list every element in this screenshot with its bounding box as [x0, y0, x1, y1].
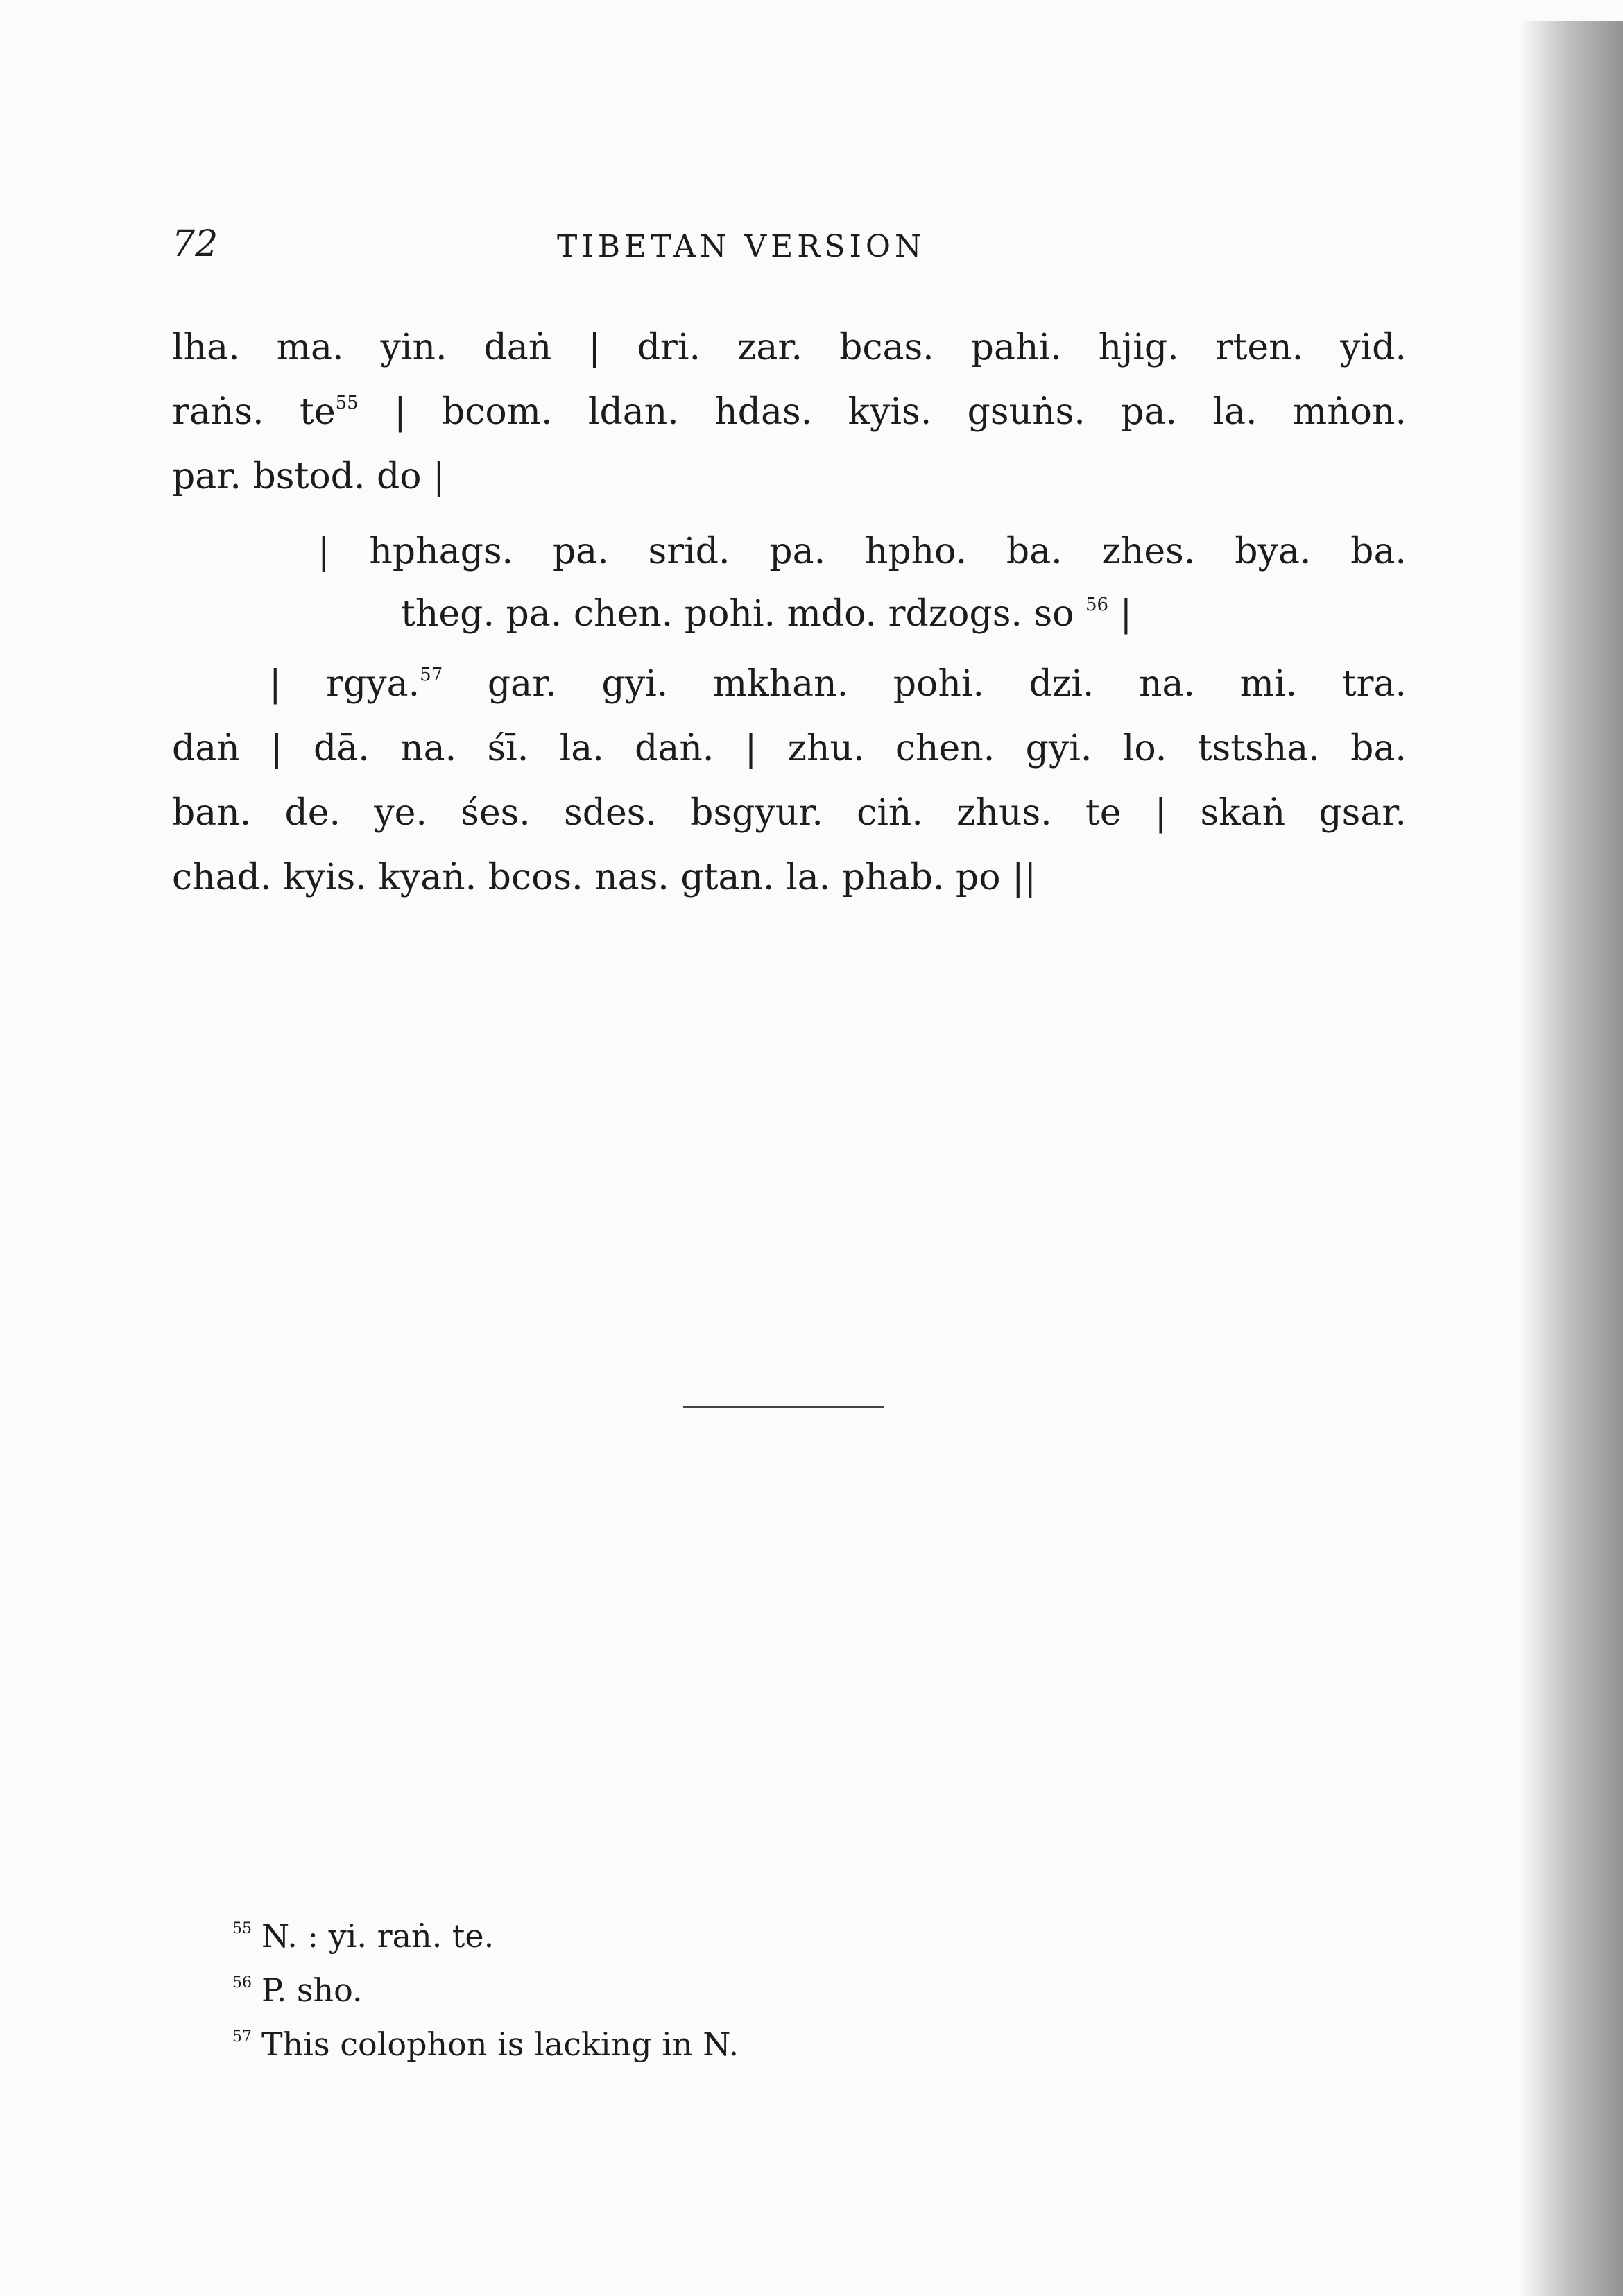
- footnote-ref-56: 56: [1085, 594, 1109, 615]
- footnote-number: 57: [232, 2028, 252, 2046]
- footnote-number: 55: [232, 1920, 252, 1937]
- title-verse-line-1: | hphags. pa. srid. pa. hpho. ba. zhes. bya. ba.: [318, 531, 1407, 572]
- running-title: TIBETAN VERSION: [557, 229, 926, 264]
- paragraph-1-line-3: par. bstod. do |: [172, 456, 445, 497]
- section-divider-rule: [683, 1406, 884, 1408]
- footnote-57: [232, 2017, 1273, 2071]
- footnote-text: P. sho.: [261, 1971, 363, 2009]
- line-text-rest: | bcom. ldan. hdas. kyis. gsuṅs. pa. la. mṅon.: [358, 391, 1407, 433]
- paragraph-1-line-2: [172, 380, 1407, 445]
- title-verse: [318, 520, 1407, 645]
- colophon-line-3: ban. de. ye. śes. sdes. bsgyur. ciṅ. zhus. te | skaṅ gsar.: [172, 792, 1407, 834]
- page-header: [172, 223, 1420, 272]
- page-number: 72: [172, 223, 218, 265]
- footnote-number: 56: [232, 1974, 252, 1991]
- footnote-ref-55: 55: [335, 393, 359, 413]
- footnote-ref-57: 57: [420, 665, 443, 685]
- colophon-paragraph: [172, 652, 1407, 910]
- colophon-line-2: daṅ | dā. na. śī. la. daṅ. | zhu. chen. gyi. lo. tstsha. ba.: [172, 728, 1407, 769]
- paragraph-1-line-1: lha. ma. yin. daṅ | dri. zar. bcas. pahi. hjig. rten. yid.: [172, 327, 1407, 368]
- title-verse-line-2: [318, 583, 1407, 645]
- line-text: raṅs. te: [172, 391, 336, 433]
- page-edge-shadow: [1519, 21, 1623, 2296]
- footnote-text: N. : yi. raṅ. te.: [261, 1917, 495, 1955]
- footnotes: [232, 1909, 1273, 2071]
- colophon-line-4: chad. kyis. kyaṅ. bcos. nas. gtan. la. phab. po ||: [172, 857, 1037, 898]
- footnote-56: [232, 1963, 1273, 2017]
- colophon-line-1: [172, 652, 1407, 717]
- footnote-55: [232, 1909, 1273, 1963]
- line-text: theg. pa. chen. pohi. mdo. rdzogs. so: [401, 593, 1086, 635]
- line-text-rest: |: [1108, 593, 1133, 635]
- footnote-text: This colophon is lacking in N.: [261, 2025, 739, 2063]
- line-text: | rgya.: [269, 663, 420, 705]
- line-text-rest: gar. gyi. mkhan. pohi. dzi. na. mi. tra.: [443, 663, 1407, 705]
- paragraph-1: [172, 316, 1407, 509]
